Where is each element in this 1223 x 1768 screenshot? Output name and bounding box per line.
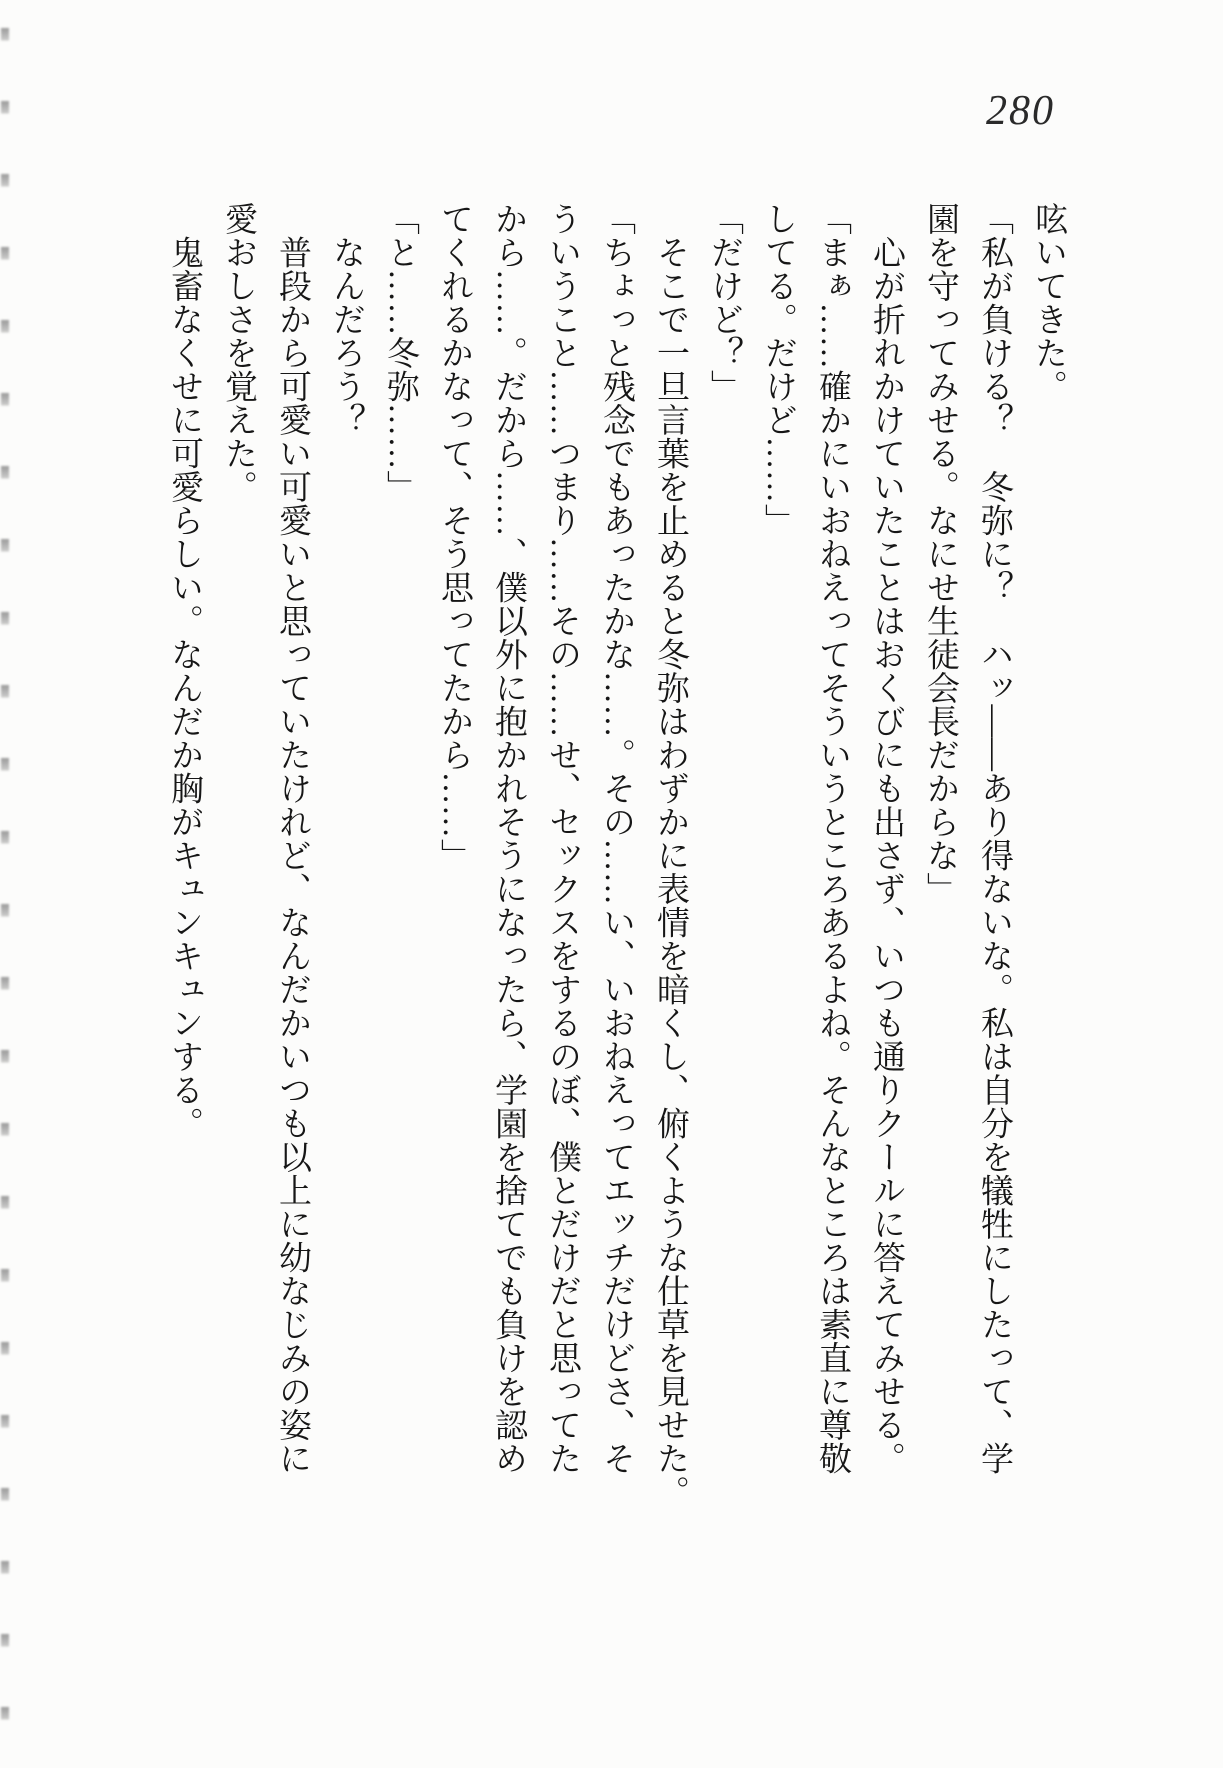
text-line-08: そこで一旦言葉を止めると冬弥はわずかに表情を暗くし、俯くような仕草を見せた。 [652,202,688,1509]
text-line-16: 愛おしさを覚えた。 [220,202,256,504]
text-line-04: 心が折れかけていたことはおくびにも出さず、いつも通りクールに答えてみせる。 [868,202,904,1475]
text-line-11: から……。だから……、僕以外に抱かれそうになったら、学園を捨てでも負けを認め [490,202,526,1475]
text-line-06: してる。だけど……」 [760,202,796,537]
text-line-07: 「だけど？」 [706,202,742,403]
text-line-02: 「私が負ける？ 冬弥に？ ハッ――あり得ないな。私は自分を犠牲にしたって、学 [976,202,1012,1475]
page-text [157,202,1075,1512]
text-line-10: ういうこと……つまり……その……せ、セックスをするのぼ、僕とだけだと思ってた [544,202,580,1475]
text-line-14: なんだろう？ [328,202,364,437]
text-line-17: 鬼畜なくせに可愛らしい。なんだか胸がキュンキュンする。 [166,202,202,1140]
page-number: 280 [986,88,1055,134]
text-line-15: 普段から可愛い可愛いと思っていたけれど、なんだかいつも以上に幼なじみの姿に [274,202,310,1475]
text-line-05: 「まぁ……確かにいおねえってそういうところあるよね。そんなところは素直に尊敬 [814,202,850,1475]
text-line-03: 園を守ってみせる。なにせ生徒会長だからな」 [922,202,958,906]
text-line-13: 「と……冬弥……」 [382,202,418,504]
text-line-01: 呟いてきた。 [1030,202,1066,403]
text-line-12: てくれるかなって、そう思ってたから……」 [436,202,472,872]
scan-artifacts [1,28,9,1758]
text-line-09: 「ちょっと残念でもあったかな……。その……い、いおねえってエッチだけどさ、そ [598,202,634,1475]
